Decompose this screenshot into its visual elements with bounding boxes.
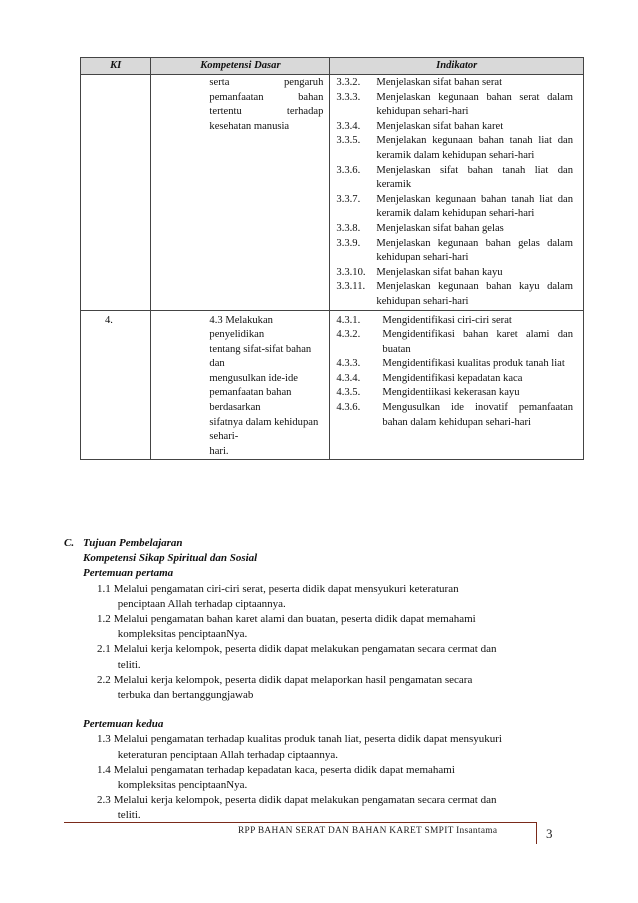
indicator-item bbox=[336, 357, 573, 372]
indicator-text: Mengidentifikasi ciri-ciri serat bbox=[382, 314, 512, 326]
kd-line: tentang sifat-sifat bahan dan bbox=[209, 343, 312, 370]
indicator-number: 3.3.9. bbox=[336, 237, 361, 249]
indicator-number: 3.3.4. bbox=[336, 120, 361, 132]
objective-line: Melalui kerja kelompok, peserta didik dapat melakukan pengamatan secara cermat dan bbox=[113, 794, 497, 807]
objective-line: kompleksitas penciptaanNya. bbox=[117, 779, 248, 792]
objective-text bbox=[114, 793, 584, 823]
indicator-text: Menjelaskan sifat bahan gelas bbox=[376, 222, 504, 234]
kd-text bbox=[151, 311, 329, 460]
objective-text bbox=[114, 673, 584, 703]
objective-line: teliti. bbox=[117, 658, 141, 671]
indicator-number: 3.3.7. bbox=[336, 193, 361, 205]
footer-text: RPP BAHAN SERAT DAN BAHAN KARET SMPIT Insantama bbox=[238, 826, 498, 836]
indicator-number: 3.3.5. bbox=[336, 135, 361, 147]
objective-line: Melalui pengamatan ciri-ciri serat, peserta didik dapat mensyukuri keteraturan bbox=[113, 582, 459, 595]
table-header-row bbox=[81, 58, 584, 75]
section-subtitle: Kompetensi Sikap Spiritual dan Sosial bbox=[83, 552, 258, 565]
page-number-divider bbox=[536, 822, 538, 844]
objective-text bbox=[114, 642, 584, 672]
meeting-heading: Pertemuan pertama bbox=[83, 567, 174, 580]
indicator-number: 3.3.11. bbox=[336, 281, 366, 293]
indicator-text: Menjelaskan sifat bahan tanah liat dan keramik bbox=[376, 164, 573, 191]
indicator-text: Menjelakan kegunaan bahan tanah liat dan keramik dalam kehidupan sehari-hari bbox=[376, 135, 573, 161]
indicator-cell bbox=[330, 310, 584, 460]
kd-line: 4.3 Melakukan penyelidikan bbox=[209, 314, 273, 341]
learning-objectives-section bbox=[64, 536, 584, 824]
indicator-text: Menjelaskan sifat bahan kayu bbox=[376, 266, 503, 278]
indicator-number: 3.3.3. bbox=[336, 91, 361, 103]
indicator-item bbox=[336, 280, 573, 309]
objective-number: 2.1 bbox=[97, 643, 111, 656]
indicator-text: Menjelaskan kegunaan bahan tanah liat dan keramik dalam kehidupan sehari-hari bbox=[376, 193, 573, 220]
indicator-cell bbox=[330, 75, 584, 311]
table-row bbox=[81, 310, 584, 460]
indicator-item bbox=[336, 164, 573, 193]
objective-item bbox=[64, 763, 584, 793]
objective-line: Melalui kerja kelompok, peserta didik dapat melaporkan hasil pengamatan secara bbox=[113, 673, 473, 686]
objective-item bbox=[64, 642, 584, 672]
objective-line: keteraturan penciptaan Allah terhadap ciptaannya. bbox=[117, 748, 338, 761]
kd-line: sifatnya dalam kehidupan sehari- bbox=[209, 416, 319, 443]
objective-item bbox=[64, 732, 584, 762]
footer-rule bbox=[64, 822, 536, 823]
indicator-item bbox=[336, 237, 573, 266]
header-ki: KI bbox=[81, 58, 151, 75]
objective-number: 1.1 bbox=[97, 582, 111, 595]
objective-line: kompleksitas penciptaanNya. bbox=[117, 628, 248, 641]
indicator-list bbox=[330, 75, 583, 310]
meeting-items bbox=[64, 732, 584, 823]
competency-table bbox=[80, 57, 584, 460]
indicator-number: 4.3.4. bbox=[336, 372, 361, 384]
indicator-text: Mengusulkan ide inovatif pemanfaatan bahan dalam kehidupan sehari-hari bbox=[382, 402, 573, 428]
indicator-item bbox=[336, 328, 573, 357]
objective-line: Melalui pengamatan terhadap kualitas produk tanah liat, peserta didik dapat mensyukuri bbox=[113, 733, 502, 746]
indicator-number: 4.3.5. bbox=[336, 387, 361, 399]
indicator-text: Mengidentifikasi bahan karet alami dan buatan bbox=[382, 329, 573, 355]
table-row bbox=[81, 75, 584, 311]
section-letter: C. bbox=[64, 537, 75, 549]
indicator-item bbox=[336, 91, 573, 120]
objective-number: 2.2 bbox=[97, 673, 111, 686]
ki-cell bbox=[81, 75, 151, 311]
indicator-number: 4.3.1. bbox=[336, 314, 361, 326]
meeting-heading: Pertemuan kedua bbox=[83, 718, 164, 731]
objective-text bbox=[114, 612, 584, 642]
indicator-text: Mengidentiikasi kekerasan kayu bbox=[382, 387, 520, 399]
header-kompetensi-dasar: Kompetensi Dasar bbox=[151, 58, 330, 75]
objective-line: teliti. bbox=[117, 809, 141, 822]
indicator-text: Mengidentifikasi kualitas produk tanah liat bbox=[382, 358, 565, 370]
objective-item bbox=[64, 673, 584, 703]
indicator-number: 3.3.2. bbox=[336, 77, 361, 88]
kd-line: pemanfaatan bahan berdasarkan bbox=[209, 387, 292, 414]
page-number: 3 bbox=[546, 826, 553, 841]
indicator-number: 3.3.8. bbox=[336, 222, 361, 234]
indicator-item bbox=[336, 314, 573, 329]
indicator-text: Menjelaskan sifat bahan karet bbox=[376, 120, 504, 132]
objective-number: 1.2 bbox=[97, 613, 111, 626]
header-indikator: Indikator bbox=[330, 58, 584, 75]
indicator-text: Menjelaskan kegunaan bahan serat dalam kehidupan sehari-hari bbox=[376, 91, 573, 118]
kd-cell bbox=[151, 310, 330, 460]
objective-number: 1.3 bbox=[97, 733, 111, 746]
ki-cell: 4. bbox=[81, 310, 151, 460]
section-heading bbox=[64, 536, 584, 551]
objective-line: penciptaan Allah terhadap ciptaannya. bbox=[117, 597, 286, 610]
objective-item bbox=[64, 793, 584, 823]
indicator-text: Menjelaskan kegunaan bahan kayu dalam kehidupan sehari-hari bbox=[376, 281, 573, 307]
indicator-item bbox=[336, 120, 573, 135]
indicator-number: 4.3.6. bbox=[336, 402, 361, 414]
meeting-items bbox=[64, 582, 584, 704]
objective-line: Melalui pengamatan bahan karet alami dan buatan, peserta didik dapat memahami bbox=[113, 613, 476, 626]
indicator-number: 4.3.2. bbox=[336, 329, 361, 341]
objective-text bbox=[114, 763, 584, 793]
indicator-number: 4.3.3. bbox=[336, 358, 361, 370]
spacer bbox=[64, 703, 584, 717]
objective-item bbox=[64, 612, 584, 642]
objective-item bbox=[64, 582, 584, 612]
indicator-item bbox=[336, 193, 573, 222]
section-title: Tujuan Pembelajaran bbox=[83, 537, 183, 549]
indicator-number: 3.3.6. bbox=[336, 164, 361, 176]
indicator-item bbox=[336, 266, 573, 281]
kd-cell bbox=[151, 75, 330, 311]
indicator-number: 3.3.10. bbox=[336, 266, 366, 278]
objective-number: 2.3 bbox=[97, 794, 111, 807]
indicator-item bbox=[336, 76, 573, 91]
indicator-text: Menjelaskan sifat bahan serat bbox=[376, 77, 503, 88]
indicator-item bbox=[336, 222, 573, 237]
indicator-text: Mengidentifikasi kepadatan kaca bbox=[382, 372, 523, 384]
indicator-item bbox=[336, 134, 573, 163]
indicator-item bbox=[336, 401, 573, 430]
kd-line: mengusulkan ide-ide bbox=[209, 372, 298, 384]
indicator-list bbox=[330, 311, 583, 439]
indicator-item bbox=[336, 386, 573, 401]
objective-text bbox=[114, 582, 584, 612]
kd-line: hari. bbox=[209, 445, 229, 457]
objective-text bbox=[114, 732, 584, 762]
kd-text: serta pengaruh pemanfaatan bahan tertentu terhadap kesehatan manusia bbox=[209, 77, 324, 132]
objective-line: Melalui pengamatan terhadap kepadatan kaca, peserta didik dapat memahami bbox=[113, 763, 455, 776]
indicator-text: Menjelaskan kegunaan bahan gelas dalam kehidupan sehari-hari bbox=[376, 237, 573, 264]
objective-number: 1.4 bbox=[97, 763, 111, 776]
indicator-item bbox=[336, 372, 573, 387]
objective-line: terbuka dan bertanggungjawab bbox=[117, 689, 254, 702]
objective-line: Melalui kerja kelompok, peserta didik dapat melakukan pengamatan secara cermat dan bbox=[113, 643, 497, 656]
